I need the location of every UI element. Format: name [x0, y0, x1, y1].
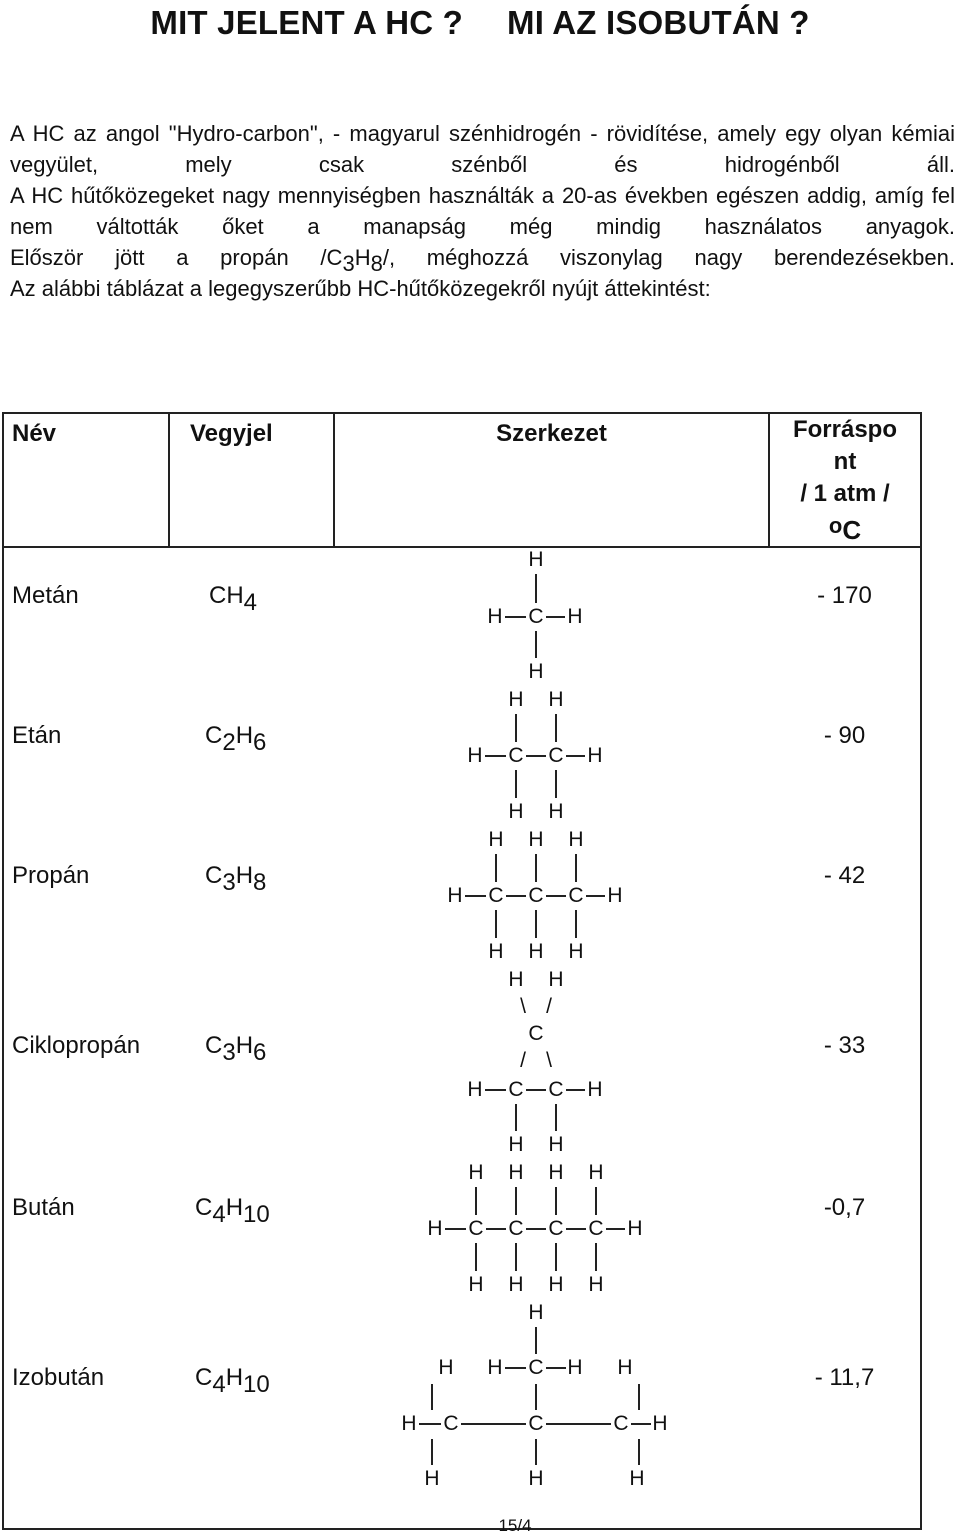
- table-cell-formula: $C_4H_{10}$: [195, 1364, 270, 1398]
- bond-line: [535, 1327, 537, 1354]
- hydrogen-atom: H: [587, 744, 603, 767]
- bond-line: [475, 1187, 477, 1215]
- bond-line: [575, 854, 577, 882]
- bond-line: [566, 755, 585, 757]
- names-column: [3, 547, 169, 1529]
- bond-line: [535, 854, 537, 882]
- carbon-atom: C: [588, 1217, 604, 1240]
- bond-line: [535, 1439, 537, 1465]
- hydrogen-atom: H: [467, 744, 483, 767]
- bond-line: [515, 714, 517, 742]
- carbon-atom: C: [548, 1078, 564, 1101]
- bond-line: [535, 631, 537, 658]
- carbon-atom: C: [443, 1412, 459, 1435]
- bond-line: [465, 895, 486, 897]
- intro-paragraph-1: A HC az angol "Hydro-carbon", - magyarul szénhidrogén - rövidítése, amely egy olyan kémiai vegyület, mely csak szénből és hidrogénből áll.: [10, 121, 955, 177]
- hydrogen-atom: H: [487, 1356, 503, 1379]
- bond-line: [575, 910, 577, 938]
- bond-line: [506, 895, 526, 897]
- table-cell-formula: $C_2H_6$: [205, 722, 267, 756]
- hydrogen-atom: H: [587, 1078, 603, 1101]
- hydrogen-atom: H: [508, 800, 524, 823]
- header-name: Név: [3, 413, 169, 547]
- hydrogen-atom: H: [548, 688, 564, 711]
- carbon-atom: C: [508, 1217, 524, 1240]
- bond-line: [638, 1439, 640, 1465]
- bond-line: [631, 1423, 651, 1425]
- hydrogen-atom: H: [568, 828, 584, 851]
- bond-line: [505, 616, 526, 618]
- carbon-atom: C: [568, 884, 584, 907]
- bond-line: [505, 1367, 526, 1369]
- hydrogen-atom: H: [627, 1217, 643, 1240]
- title-hc: MIT JELENT A HC ?: [150, 4, 463, 41]
- title-isobutan: MI AZ ISOBUTÁN ?: [507, 4, 810, 41]
- bond-line: [495, 910, 497, 938]
- bond-line: [475, 1243, 477, 1271]
- hydrogen-atom: H: [447, 884, 463, 907]
- hydrogen-atom: H: [438, 1356, 454, 1379]
- table-cell-name: Metán: [12, 582, 79, 609]
- bond-line: [555, 1243, 557, 1271]
- table-cell-formula: $C_4H_{10}$: [195, 1194, 270, 1228]
- intro-paragraph-4: Az alábbi táblázat a legegyszerűbb HC-hűtőközegekről nyújt áttekintést:: [10, 276, 711, 301]
- carbon-atom: C: [528, 884, 544, 907]
- hydrogen-atom: H: [629, 1467, 645, 1490]
- bond-line: [535, 574, 537, 603]
- hydrogen-atom: H: [528, 548, 544, 571]
- table-cell-name: Ciklopropán: [12, 1032, 141, 1059]
- header-boiling-point: Forráspo nt / 1 atm / $^o$C: [769, 413, 921, 547]
- table-cell-boiling-point: - 33: [823, 1032, 866, 1059]
- hydrogen-atom: H: [468, 1161, 484, 1184]
- carbon-atom: C: [528, 1356, 544, 1379]
- hc-table: [2, 412, 922, 1530]
- hydrogen-atom: H: [508, 1133, 524, 1156]
- hydrogen-atom: H: [508, 1161, 524, 1184]
- intro-paragraph-3: Először jött a propán $/C_3H_8/$, méghozzá viszonylag nagy berendezésekben.: [10, 245, 955, 276]
- bond-line: [445, 1228, 466, 1230]
- carbon-atom: C: [528, 1022, 544, 1045]
- bond-line: \: [546, 1049, 552, 1072]
- bond-line: [555, 1104, 557, 1131]
- carbon-atom: C: [488, 884, 504, 907]
- table-cell-boiling-point: - 42: [823, 862, 866, 889]
- boiling-points-column: [769, 547, 921, 1529]
- header-structure: Szerkezet: [334, 413, 769, 547]
- bond-line: [515, 770, 517, 798]
- carbon-atom: C: [528, 605, 544, 628]
- bond-line: [638, 1384, 640, 1410]
- hydrogen-atom: H: [508, 688, 524, 711]
- hydrogen-atom: H: [427, 1217, 443, 1240]
- table-cell-boiling-point: - 11,7: [814, 1364, 875, 1391]
- bond-line: [595, 1243, 597, 1271]
- hydrogen-atom: H: [548, 800, 564, 823]
- bond-line: [546, 616, 565, 618]
- hydrogen-atom: H: [487, 605, 503, 628]
- hydrogen-atom: H: [488, 940, 504, 963]
- bond-line: [485, 755, 506, 757]
- bond-line: [546, 1423, 611, 1425]
- hydrogen-atom: H: [424, 1467, 440, 1490]
- bond-line: [485, 1089, 506, 1091]
- bond-line: [595, 1187, 597, 1215]
- bond-line: /: [546, 995, 552, 1018]
- hydrogen-atom: H: [528, 940, 544, 963]
- bond-line: [495, 854, 497, 882]
- table-cell-name: Bután: [12, 1194, 75, 1221]
- bond-line: [419, 1423, 441, 1425]
- bond-line: [555, 1187, 557, 1215]
- table-cell-formula: $C_3H_8$: [205, 862, 267, 896]
- hydrogen-atom: H: [528, 1301, 544, 1324]
- bond-line: [606, 1228, 625, 1230]
- page-title: [0, 4, 960, 42]
- table-header-row: [3, 413, 921, 547]
- hydrogen-atom: H: [401, 1412, 417, 1435]
- hydrogen-atom: H: [528, 828, 544, 851]
- hydrogen-atom: H: [508, 968, 524, 991]
- bond-line: [555, 770, 557, 798]
- table-cell-name: Izobután: [12, 1364, 105, 1391]
- bond-line: [566, 1089, 585, 1091]
- table-cell-formula: $C_3H_6$: [205, 1032, 267, 1066]
- bond-line: [431, 1439, 433, 1465]
- bond-line: [546, 1367, 566, 1369]
- table-cell-name: Propán: [12, 862, 90, 889]
- hydrogen-atom: H: [528, 660, 544, 683]
- hydrogen-atom: H: [567, 1356, 583, 1379]
- bond-line: [515, 1243, 517, 1271]
- hydrogen-atom: H: [568, 940, 584, 963]
- bond-line: [555, 714, 557, 742]
- hydrogen-atom: H: [467, 1078, 483, 1101]
- hydrogen-atom: H: [508, 1273, 524, 1296]
- hydrogen-atom: H: [548, 1161, 564, 1184]
- page-number: 15/4: [498, 1516, 532, 1535]
- header-formula: Vegyjel: [169, 413, 334, 547]
- intro-paragraph-2: A HC hűtőközegeket nagy mennyiségben használták a 20-as években egészen addig, amíg fel nem váltották őket a manapság még mindig használatos anyagok.: [10, 183, 955, 239]
- intro-text: [10, 118, 955, 304]
- carbon-atom: C: [468, 1217, 484, 1240]
- table-cell-name: Etán: [12, 722, 62, 749]
- table-body-row: [3, 547, 921, 1529]
- bond-line: [526, 1089, 546, 1091]
- bond-line: [515, 1187, 517, 1215]
- bond-line: [535, 910, 537, 938]
- formulas-column: [169, 547, 334, 1529]
- bond-line: [515, 1104, 517, 1131]
- bond-line: [586, 895, 605, 897]
- hydrogen-atom: H: [548, 1133, 564, 1156]
- hydrogen-atom: H: [607, 884, 623, 907]
- bond-line: /: [520, 1049, 526, 1072]
- carbon-atom: C: [508, 1078, 524, 1101]
- table-cell-boiling-point: -0,7: [823, 1194, 866, 1221]
- bond-line: [535, 1384, 537, 1410]
- bond-line: [486, 1228, 506, 1230]
- table-cell-boiling-point: - 170: [817, 582, 872, 609]
- hydrogen-atom: H: [488, 828, 504, 851]
- table-cell-formula: $CH_4$: [209, 582, 258, 616]
- carbon-atom: C: [548, 1217, 564, 1240]
- hydrogen-atom: H: [468, 1273, 484, 1296]
- bond-line: [546, 895, 566, 897]
- hydrogen-atom: H: [617, 1356, 633, 1379]
- carbon-atom: C: [528, 1412, 544, 1435]
- hydrogen-atom: H: [588, 1161, 604, 1184]
- bond-line: [526, 755, 546, 757]
- hydrogen-atom: H: [528, 1467, 544, 1490]
- hydrogen-atom: H: [548, 968, 564, 991]
- table-cell-boiling-point: - 90: [823, 722, 866, 749]
- carbon-atom: C: [613, 1412, 629, 1435]
- hydrogen-atom: H: [548, 1273, 564, 1296]
- structures-column: [334, 547, 769, 1529]
- bond-line: [526, 1228, 546, 1230]
- carbon-atom: C: [508, 744, 524, 767]
- hydrogen-atom: H: [567, 605, 583, 628]
- hydrogen-atom: H: [588, 1273, 604, 1296]
- bond-line: [461, 1423, 526, 1425]
- bond-line: [431, 1384, 433, 1410]
- hydrogen-atom: H: [652, 1412, 668, 1435]
- bond-line: \: [520, 995, 526, 1018]
- bond-line: [566, 1228, 586, 1230]
- carbon-atom: C: [548, 744, 564, 767]
